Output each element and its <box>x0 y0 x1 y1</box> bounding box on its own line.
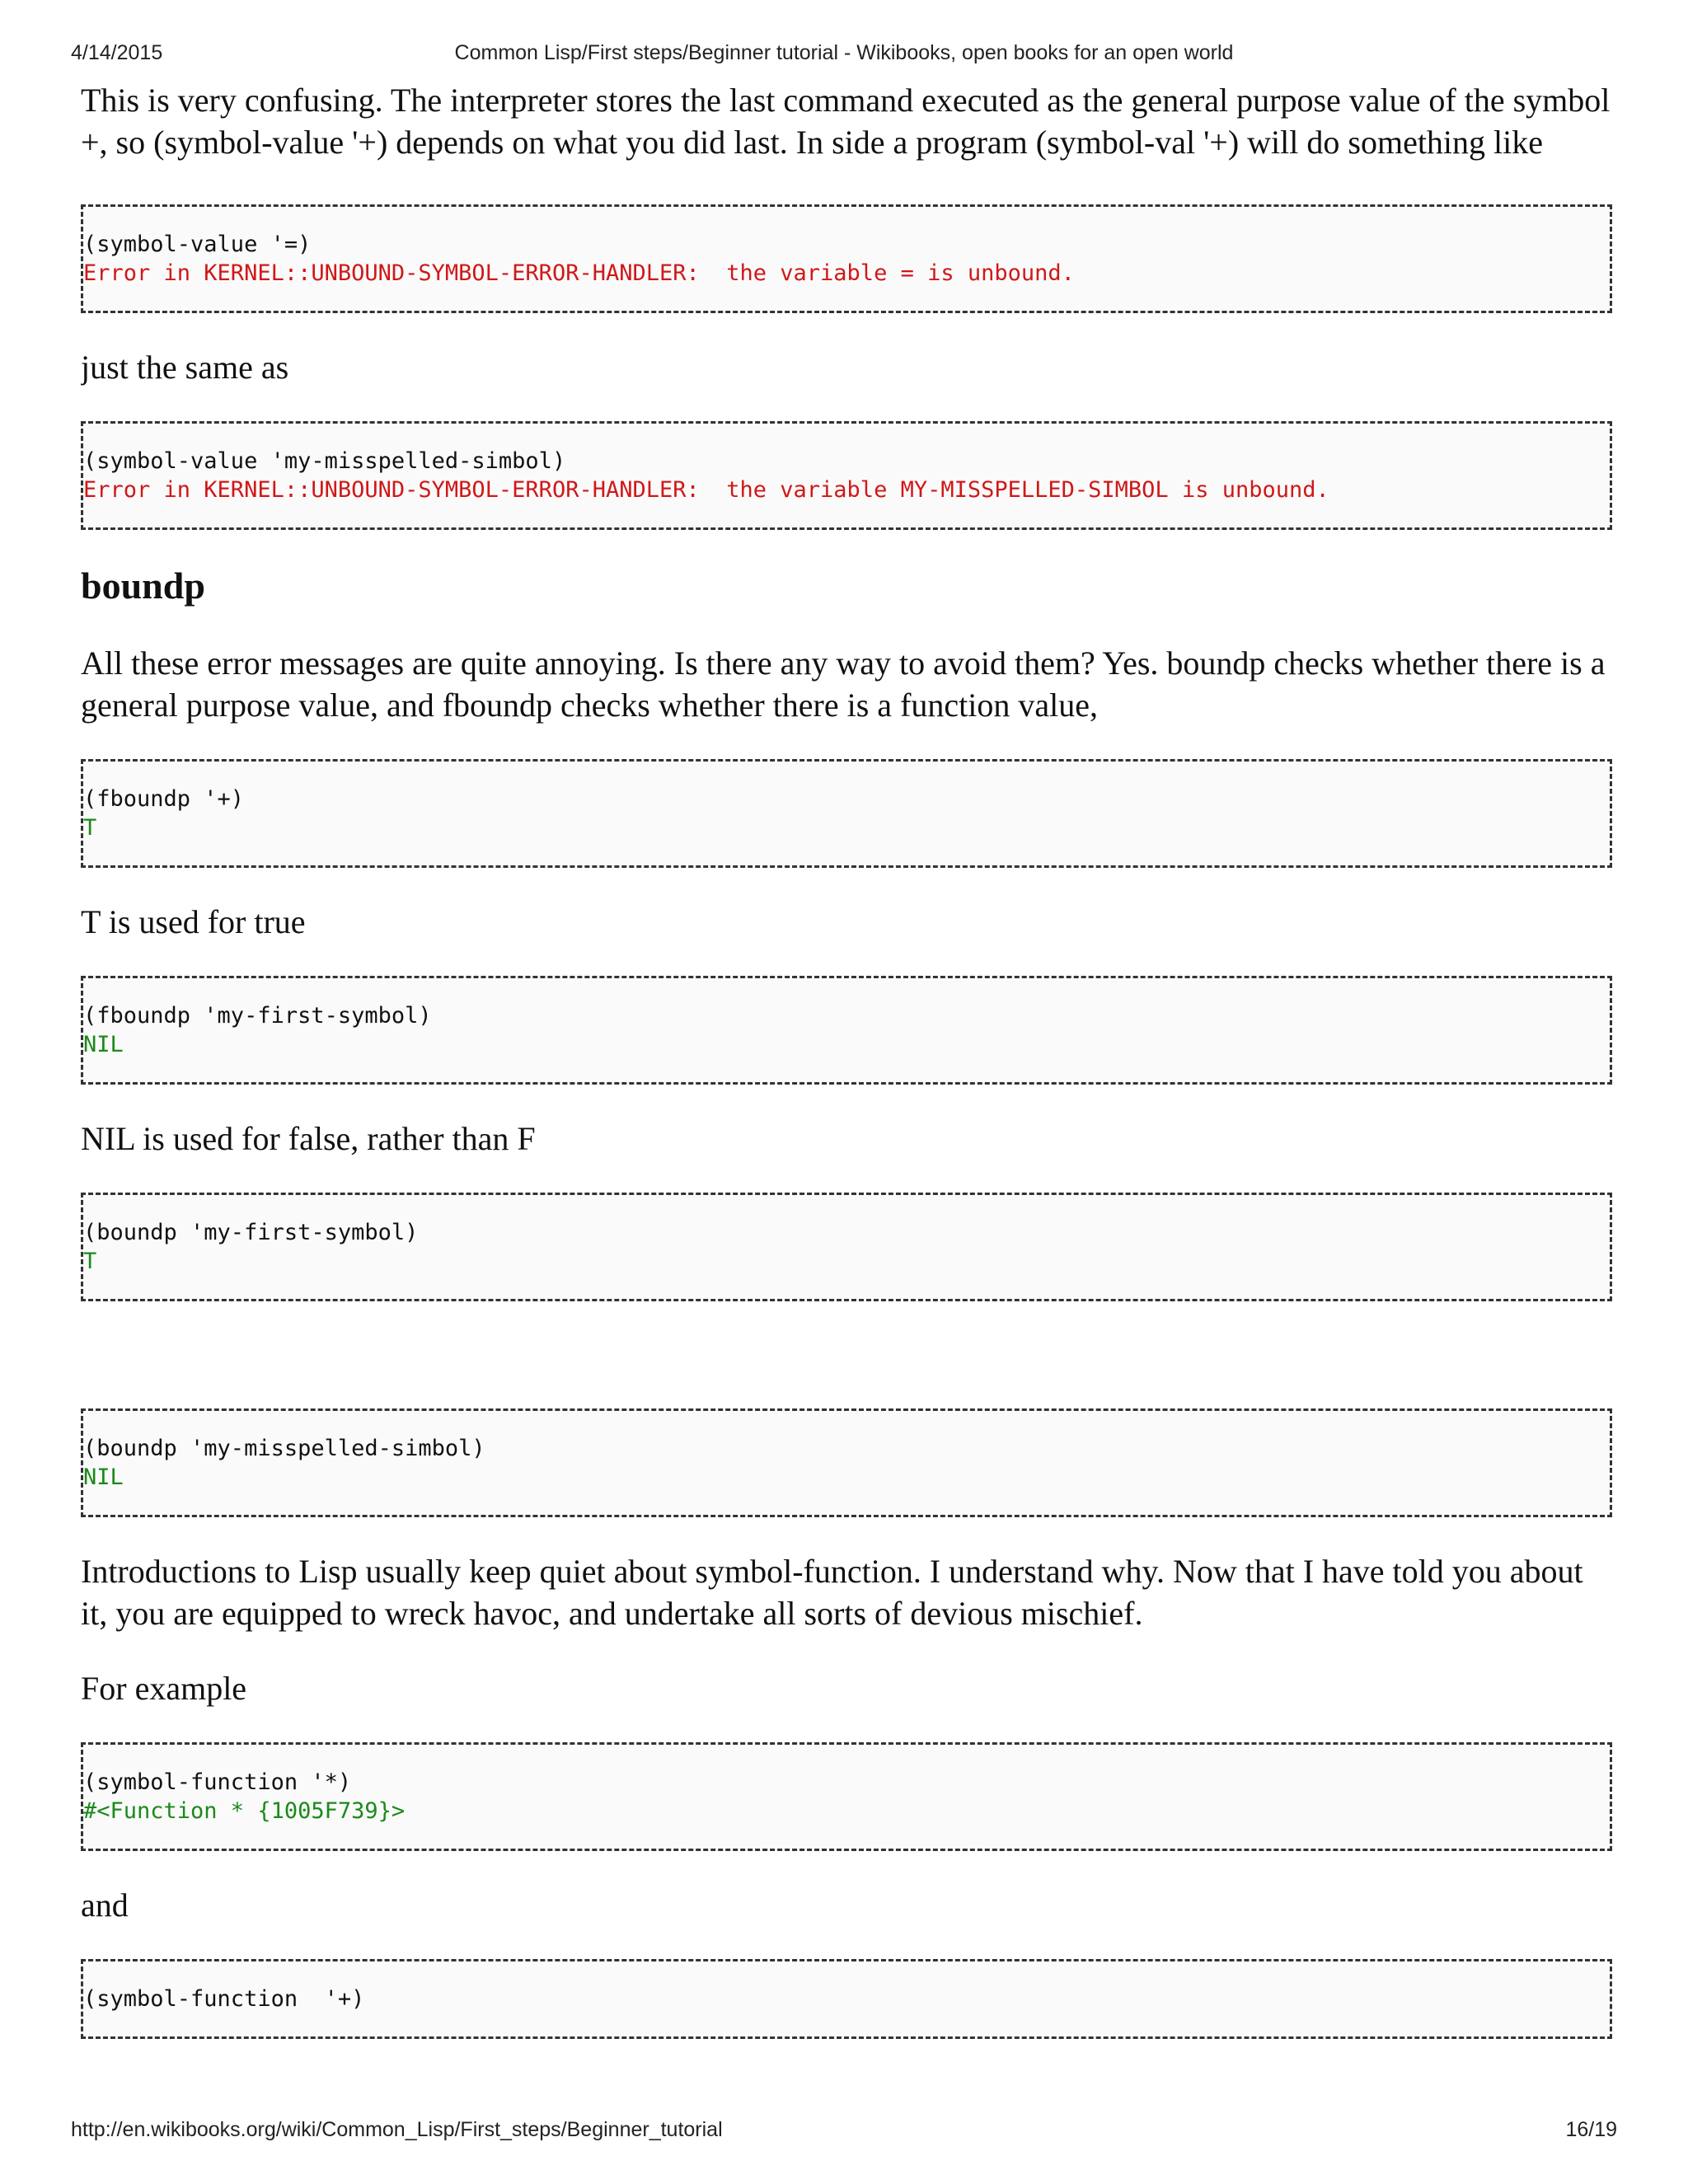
code-block-symbol-value-equals <box>81 204 1612 313</box>
code-output: NIL <box>83 1465 124 1490</box>
code-input: (fboundp '+) <box>83 786 245 812</box>
code-error-output: Error in KERNEL::UNBOUND-SYMBOL-ERROR-HANDLER: the variable = is unbound. <box>83 260 1075 286</box>
paragraph-for-example: For example <box>81 1670 247 1707</box>
code-input: (fboundp 'my-first-symbol) <box>83 1003 432 1029</box>
code-error-output: Error in KERNEL::UNBOUND-SYMBOL-ERROR-HANDLER: the variable MY-MISSPELLED-SIMBOL is unbound. <box>83 477 1329 503</box>
paragraph-and: and <box>81 1886 129 1924</box>
paragraph-symbol-function: Introductions to Lisp usually keep quiet about symbol-function. I understand why. Now that I have told you about it, you are equipped to wreck havoc, and undertake all sorts of devious mischief. <box>81 1553 1583 1632</box>
code-output: NIL <box>83 1032 124 1057</box>
page-title: Common Lisp/First steps/Beginner tutorial - Wikibooks, open books for an open world <box>454 41 1234 64</box>
code-output: T <box>83 815 97 841</box>
code-block-boundp-first-symbol <box>81 1193 1612 1301</box>
code-output: #<Function * {1005F739}> <box>83 1798 406 1824</box>
code-input: (symbol-value '=) <box>83 232 312 257</box>
code-block-fboundp-first-symbol <box>81 976 1612 1085</box>
code-block-symbol-function-plus <box>81 1959 1612 2039</box>
print-header <box>71 41 1617 71</box>
section-heading-boundp: boundp <box>81 565 205 607</box>
code-input: (symbol-value 'my-misspelled-simbol) <box>83 448 566 474</box>
code-input: (boundp 'my-misspelled-simbol) <box>83 1436 485 1461</box>
code-input: (boundp 'my-first-symbol) <box>83 1220 419 1245</box>
paragraph-false: NIL is used for false, rather than F <box>81 1120 536 1157</box>
paragraph-intro: This is very confusing. The interpreter stores the last command executed as the general purpose value of the symbol +, so (symbol-value '+) depends on what you did last. In side a program (symbol-val '+) will do something like <box>81 82 1611 161</box>
code-block-symbol-value-misspelled <box>81 421 1612 530</box>
paragraph-same-as: just the same as <box>81 349 289 386</box>
print-date: 4/14/2015 <box>71 41 163 64</box>
code-block-fboundp-plus <box>81 759 1612 868</box>
print-footer <box>71 2118 1617 2148</box>
page-url: http://en.wikibooks.org/wiki/Common_Lisp/First_steps/Beginner_tutorial <box>71 2118 723 2141</box>
page-number: 16/19 <box>1565 2118 1617 2141</box>
code-block-boundp-misspelled <box>81 1408 1612 1517</box>
code-block-symbol-function-star <box>81 1742 1612 1851</box>
paragraph-true: T is used for true <box>81 903 306 940</box>
paragraph-boundp: All these error messages are quite annoying. Is there any way to avoid them? Yes. boundp checks whether there is a general purpose value, and fboundp checks whether there is a function value, <box>81 644 1606 724</box>
code-input: (symbol-function '*) <box>83 1769 352 1795</box>
article-content <box>81 79 1612 2102</box>
code-input: (symbol-function '+) <box>83 1986 365 2012</box>
code-output: T <box>83 1249 97 1274</box>
